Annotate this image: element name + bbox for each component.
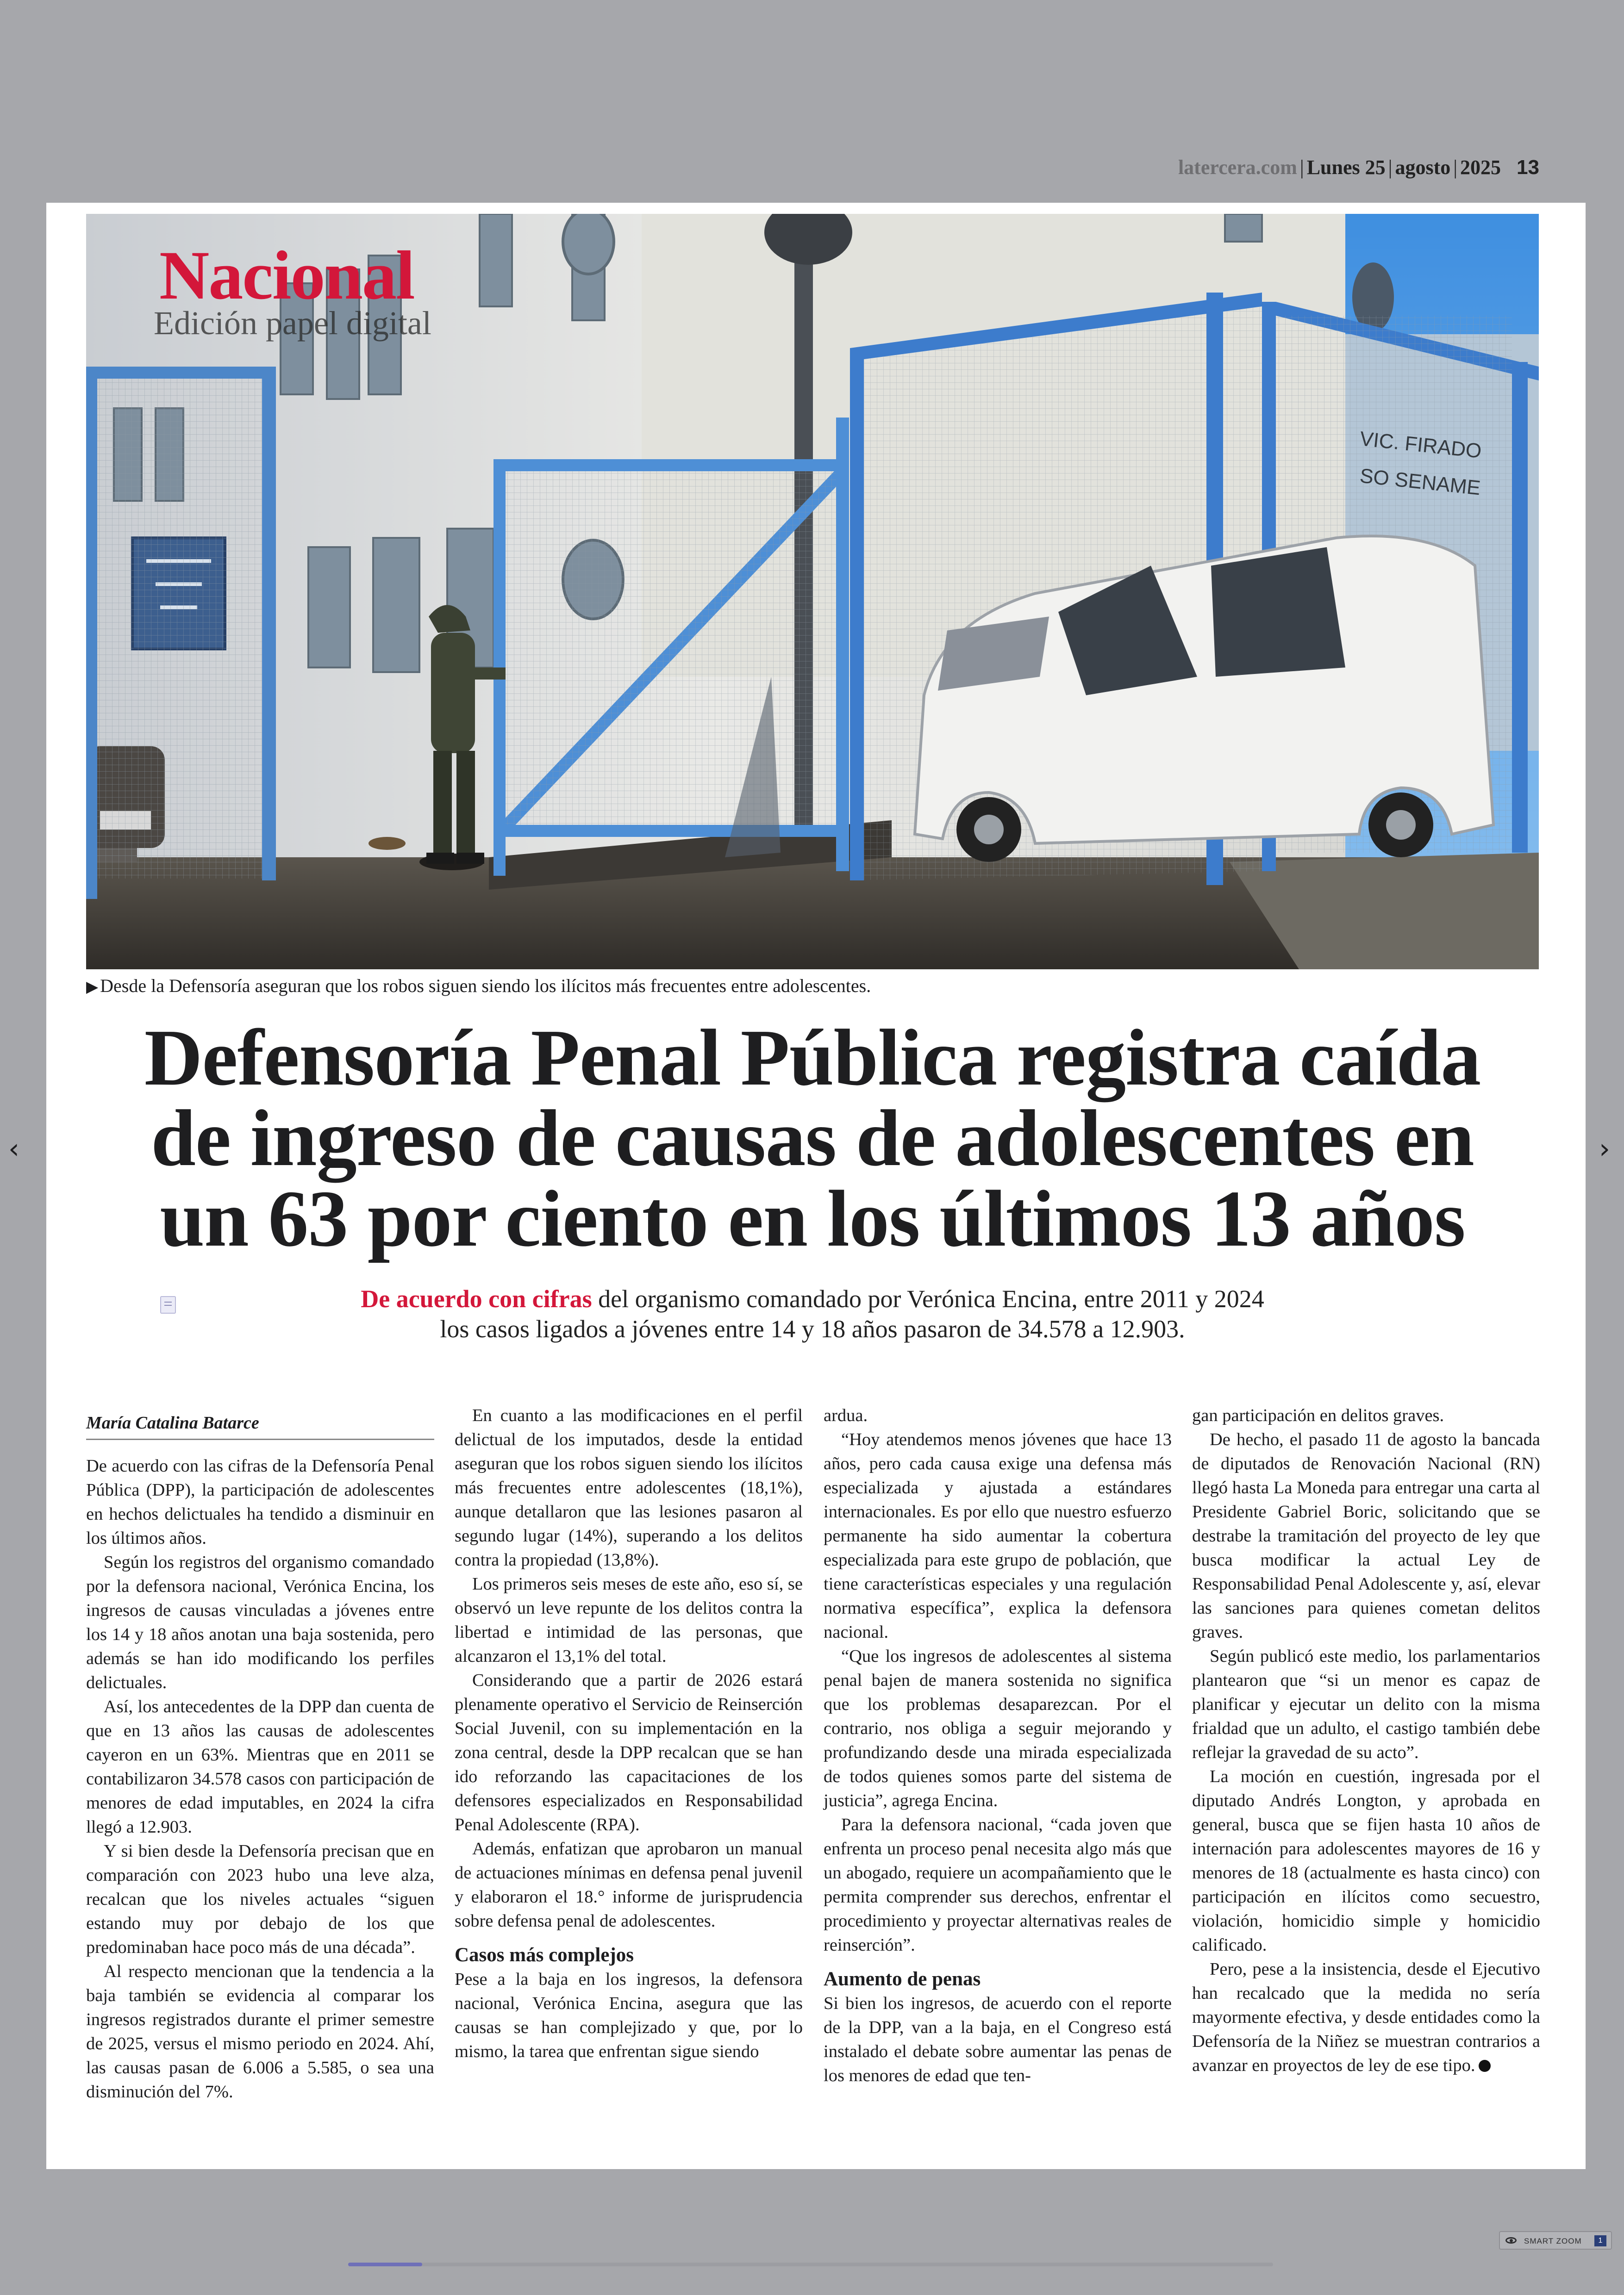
paragraph: Pese a la baja en los ingresos, la defensora nacional, Verónica Encina, asegura que las causas se han complejizado y que, por lo mismo, la tarea que enfrentan sigue siendo bbox=[455, 1970, 803, 2061]
deck-text-1: del organismo comandado por Verónica Encina, entre 2011 y 2024 bbox=[592, 1285, 1264, 1313]
paragraph: gan participación en delitos graves. bbox=[1192, 1406, 1444, 1425]
article-column-1 bbox=[86, 1410, 434, 2104]
chevron-right-icon[interactable]: › bbox=[1599, 1133, 1610, 1165]
deck-text-2: los casos ligados a jóvenes entre 14 y 18 años pasaron de 34.578 a 12.903. bbox=[440, 1315, 1185, 1343]
paragraph: Al respecto mencionan que la tendencia a la baja también se evidencia al comparar los ingresos registrados durante el primer semestre de 2025, versus el mismo periodo en 2024. Ahí, las causas pasan de 6.006 a 5.585, o sea una disminución del 7%. bbox=[86, 1962, 434, 2102]
page-number: 13 bbox=[1517, 156, 1539, 179]
paragraph: Considerando que a partir de 2026 estará plenamente operativo el Servicio de Reinserción Social Juvenil, con su implementación en la zona central, desde la DPP recalcan que se han ido reforzando las capacitaciones de los defensores especializados en Responsabilidad Penal Adolescente (RPA). bbox=[455, 1671, 803, 1834]
page-progress-fill bbox=[348, 2263, 422, 2266]
section-title: Nacional bbox=[159, 237, 414, 314]
deck-lead: De acuerdo con cifras bbox=[361, 1285, 592, 1313]
smart-zoom-label: SMART ZOOM bbox=[1524, 2237, 1582, 2245]
smart-zoom-value: 1 bbox=[1594, 2235, 1606, 2246]
subheading: Aumento de penas bbox=[824, 1968, 981, 1990]
headline-line-1: Defensoría Penal Pública registra caída bbox=[144, 1013, 1481, 1102]
article-column-3 bbox=[824, 1403, 1172, 2088]
header-month: agosto bbox=[1395, 156, 1451, 179]
newspaper-page bbox=[46, 203, 1586, 2169]
article-deck bbox=[86, 1284, 1539, 1344]
end-mark-icon bbox=[1479, 2060, 1491, 2072]
paragraph: Los primeros seis meses de este año, eso sí, se observó un leve repunte de los delitos contra la libertad e intimidad de las personas, que alcanzaron el 13,1% del total. bbox=[455, 1574, 803, 1666]
photo-caption bbox=[86, 975, 871, 997]
headline-line-2: de ingreso de causas de adolescentes en bbox=[151, 1093, 1474, 1183]
paragraph: En cuanto a las modificaciones en el perfil delictual de los imputados, desde la entidad aseguran que los robos siguen siendo los ilícitos más frecuentes entre adolescentes (18,1%), aunque detallaron que las lesiones pasaron al segundo lugar (14%), superando a los delitos contra la propiedad (13,8%). bbox=[455, 1406, 803, 1570]
article-column-4 bbox=[1192, 1403, 1540, 2077]
header-day: Lunes 25 bbox=[1306, 156, 1386, 179]
subheading: Casos más complejos bbox=[455, 1944, 634, 1966]
gate-sign-text-1: VIC. FIRADO bbox=[1358, 427, 1483, 463]
paragraph: Según publicó este medio, los parlamentarios plantearon que “si un menor es capaz de planificar y ejecutar un delito con la misma frialdad que un adulto, el castigo también debe reflejar la gravedad de su acto”. bbox=[1192, 1646, 1540, 1762]
article-column-2 bbox=[455, 1403, 803, 2064]
paragraph: “Hoy atendemos menos jóvenes que hace 13 años, pero cada causa exige una defensa más especializada y ajustada a estándares internacionales. Es por ello que nuestro esfuerzo permanente ha sido aumentar la cobertura especializada para este grupo de población, que tiene características especiales y una regulación normativa específica”, explica la defensora nacional. bbox=[824, 1430, 1172, 1642]
eye-icon bbox=[1505, 2237, 1517, 2244]
page-progress-bar[interactable] bbox=[348, 2263, 1273, 2266]
article-photo[interactable] bbox=[86, 214, 1539, 969]
chevron-left-icon[interactable]: ‹ bbox=[8, 1133, 19, 1165]
paragraph: ardua. bbox=[824, 1406, 868, 1425]
site-name: latercera.com bbox=[1178, 156, 1297, 179]
paragraph: Si bien los ingresos, de acuerdo con el reporte de la DPP, van a la baja, en el Congreso está instalado el debate sobre aumentar las penas de los menores de edad que ten- bbox=[824, 1994, 1172, 2085]
headline bbox=[86, 1013, 1539, 1263]
caption-text: Desde la Defensoría aseguran que los robos siguen siendo los ilícitos más frecuentes entre adolescentes. bbox=[100, 975, 871, 996]
paragraph bbox=[1192, 1957, 1540, 2077]
paragraph: Según los registros del organismo comandado por la defensora nacional, Verónica Encina, los ingresos de causas vinculadas a jóvenes entre los 14 y 18 años anotan una baja sostenida, pero además se han ido modificando los perfiles delictuales. bbox=[86, 1553, 434, 1692]
paragraph: Para la defensora nacional, “cada joven que enfrenta un proceso penal necesita algo más que un abogado, requiere un acompañamiento que le permita comprender sus derechos, enfrentar el procedimiento y proyectar alternativas reales de reinserción”. bbox=[824, 1815, 1172, 1955]
paragraph: Y si bien desde la Defensoría precisan que en comparación con 2023 hubo una leve alza, recalcan que los niveles actuales “siguen estando muy por debajo de los que predominaban hace poco más de una década”. bbox=[86, 1841, 434, 1957]
paragraph: Además, enfatizan que aprobaron un manual de actuaciones mínimas en defensa penal juvenil y elaboraron el 18.° informe de jurisprudencia sobre defensa penal de adolescentes. bbox=[455, 1839, 803, 1931]
smart-zoom-button[interactable] bbox=[1499, 2231, 1612, 2250]
paragraph: Así, los antecedentes de la DPP dan cuenta de que en 13 años las causas de adolescentes cayeron en un 63%. Mientras que en 2011 se contabilizaron 34.578 casos con participación de menores de edad imputables, en 2024 la cifra llegó a 12.903. bbox=[86, 1697, 434, 1837]
paragraph: De acuerdo con las cifras de la Defensoría Penal Pública (DPP), la participación de adolescentes en hechos delictuales ha tendido a disminuir en los últimos años. bbox=[86, 1456, 434, 1548]
byline: María Catalina Batarce bbox=[86, 1410, 434, 1440]
paragraph-text: Pero, pese a la insistencia, desde el Ejecutivo han recalcado que la medida no sería mayormente efectiva, y desde entidades como la Defensoría de la Niñez se muestran contrarios a avanzar en proyectos de ley de ese tipo. bbox=[1192, 1959, 1540, 2075]
gate-sign-text-2: SO SENAME bbox=[1358, 464, 1482, 500]
page-header: latercera.com | Lunes 25 | agosto | 2025 13 bbox=[1178, 156, 1539, 179]
section-subtitle: Edición papel digital bbox=[154, 305, 431, 342]
paragraph: La moción en cuestión, ingresada por el diputado Andrés Longton, y aprobada en general, busca que se fijen hasta 10 años de internación para adolescentes mayores de 16 y menores de 18 (actualmente es hasta cinco) con participación en ilícitos como secuestro, violación, homicidio simple y homicidio calificado. bbox=[1192, 1767, 1540, 1955]
caption-triangle-icon: ▶ bbox=[86, 979, 99, 996]
paragraph: “Que los ingresos de adolescentes al sistema penal bajen de manera sostenida no significa que los problemas desaparezcan. Por el contrario, nos obliga a seguir mejorando y profundizando desde una mirada especializada de todos quienes somos parte del sistema de justicia”, agrega Encina. bbox=[824, 1646, 1172, 1810]
header-year: 2025 bbox=[1460, 156, 1501, 179]
paragraph: De hecho, el pasado 11 de agosto la bancada de diputados de Renovación Nacional (RN) llegó hasta La Moneda para entregar una carta al Presidente Gabriel Boric, solicitando que se destrabe la tramitación del proyecto de ley que busca modificar la actual Ley de Responsabilidad Penal Adolescente y, así, elevar las sanciones para quienes cometan delitos graves. bbox=[1192, 1430, 1540, 1642]
headline-line-3: un 63 por ciento en los últimos 13 años bbox=[160, 1174, 1465, 1263]
